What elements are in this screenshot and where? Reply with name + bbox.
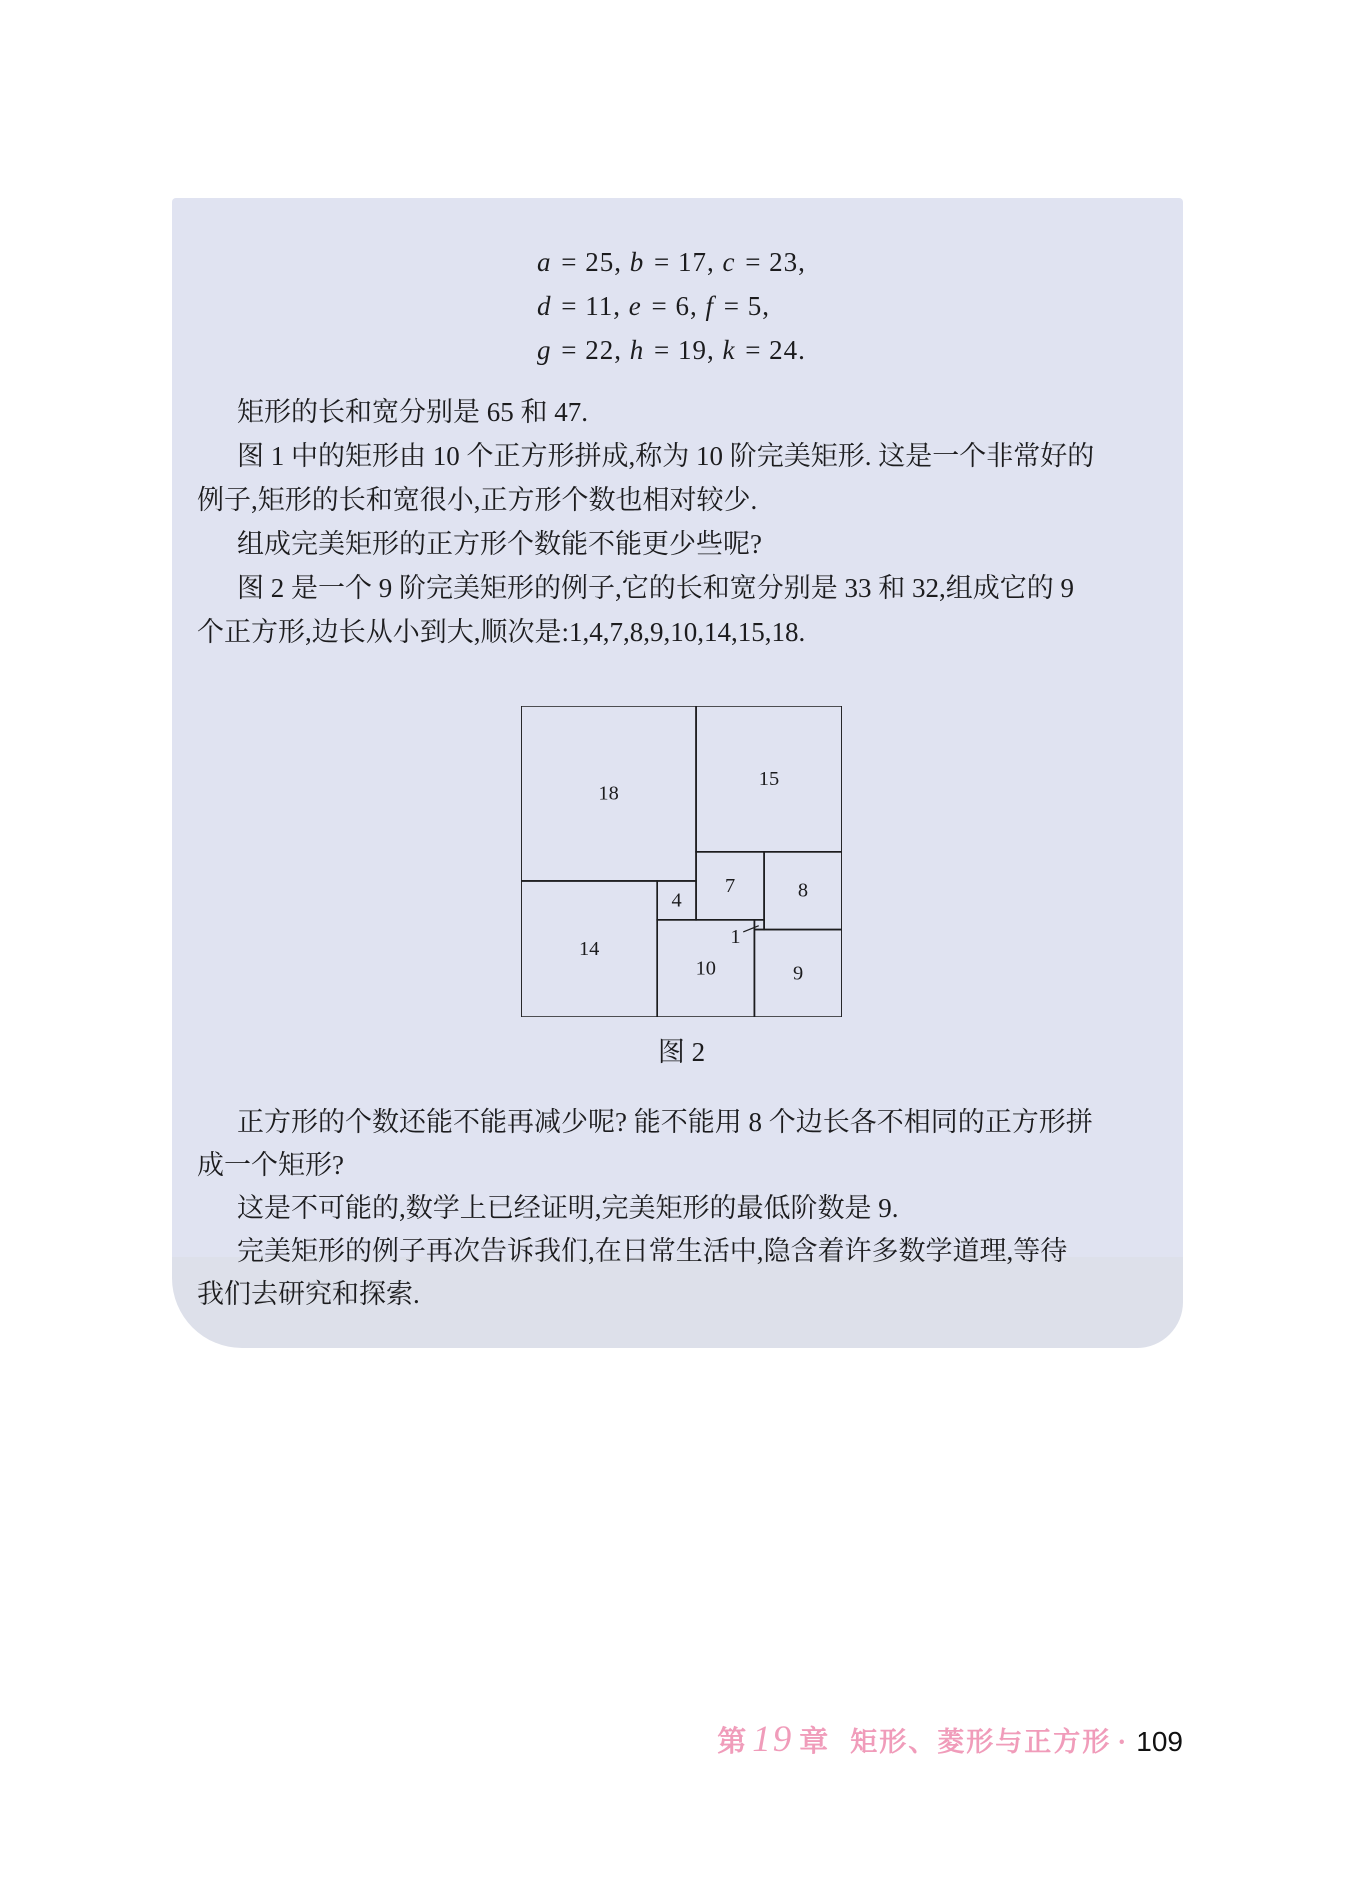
paragraph-line: 正方形的个数还能不能再减少呢? 能不能用 8 个边长各不相同的正方形拼 xyxy=(237,1107,1093,1137)
equation-line: g = 22, h = 19, k = 24. xyxy=(537,335,806,365)
square-label-10: 10 xyxy=(695,957,716,980)
figure-caption: 图 2 xyxy=(657,1037,706,1067)
paragraphs-below-figure xyxy=(197,1101,1169,1316)
footer-page-number: 109 xyxy=(1136,1726,1183,1757)
page-footer xyxy=(717,1718,1183,1761)
footer-chapter-prefix: 第 xyxy=(717,1726,747,1758)
footer-chapter-title: 矩形、菱形与正方形 xyxy=(850,1727,1112,1757)
square-label-18: 18 xyxy=(598,782,619,805)
paragraph-line: 矩形的长和宽分别是 65 和 47. xyxy=(237,397,588,427)
square-1 xyxy=(754,920,764,930)
paragraph-line: 成一个矩形? xyxy=(197,1150,344,1180)
paragraph-line: 组成完美矩形的正方形个数能不能更少些呢? xyxy=(237,529,762,559)
square-label-4: 4 xyxy=(671,889,682,912)
square-label-9: 9 xyxy=(793,962,804,985)
footer-chapter-number: 19 xyxy=(752,1719,794,1760)
paragraph-line: 例子,矩形的长和宽很小,正方形个数也相对较少. xyxy=(197,485,758,515)
paragraph-line: 这是不可能的,数学上已经证明,完美矩形的最低阶数是 9. xyxy=(237,1193,899,1223)
square-label-8: 8 xyxy=(797,879,809,902)
footer-separator-dot: · xyxy=(1117,1727,1127,1757)
square-label-14: 14 xyxy=(578,937,600,960)
figure-svg xyxy=(521,706,842,1017)
paragraph-line: 图 2 是一个 9 阶完美矩形的例子,它的长和宽分别是 33 和 32,组成它的 9 xyxy=(237,573,1074,603)
equation-line: a = 25, b = 17, c = 23, xyxy=(537,247,806,277)
paragraphs-above-figure xyxy=(197,390,1169,654)
square-label-15: 15 xyxy=(758,767,780,790)
square-label-1: 1 xyxy=(730,925,741,948)
squared-rectangle-figure xyxy=(521,706,842,1017)
paragraph-line: 我们去研究和探索. xyxy=(197,1279,420,1309)
equation-line: d = 11, e = 6, f = 5, xyxy=(537,291,770,321)
square-label-7: 7 xyxy=(724,874,736,897)
paragraph-line: 个正方形,边长从小到大,顺次是:1,4,7,8,9,10,14,15,18. xyxy=(197,617,806,647)
equation-block xyxy=(537,240,806,372)
paragraph-line: 完美矩形的例子再次告诉我们,在日常生活中,隐含着许多数学道理,等待 xyxy=(237,1236,1068,1266)
footer-chapter-suffix: 章 xyxy=(799,1726,829,1758)
paragraph-line: 图 1 中的矩形由 10 个正方形拼成,称为 10 阶完美矩形. 这是一个非常好的 xyxy=(237,441,1095,471)
